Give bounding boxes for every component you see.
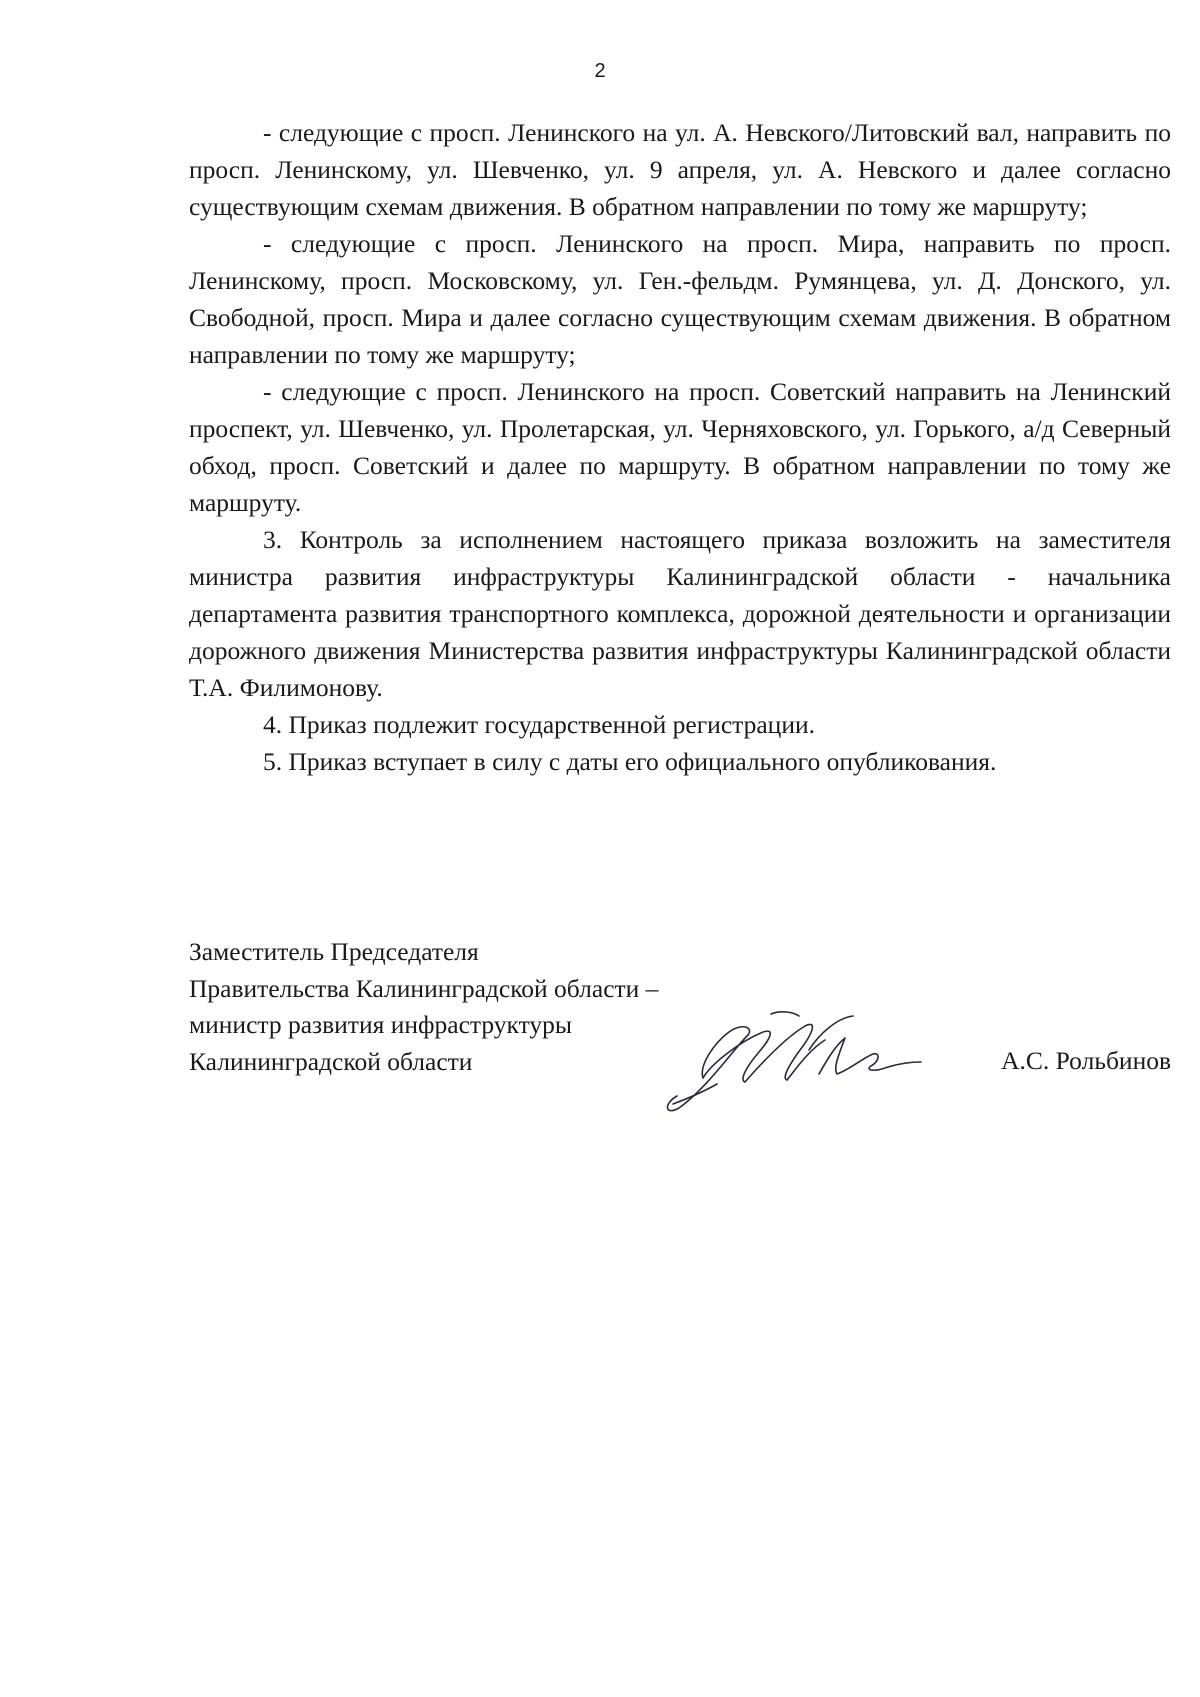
- paragraph-effective-date: 5. Приказ вступает в силу с даты его официального опубликования.: [263, 747, 997, 776]
- signatory-position-line: Калининградской области: [189, 1046, 473, 1076]
- paragraph-route-nevsky: - следующие с просп. Ленинского на ул. А. Невского/Литовский вал, направить по просп. Ленинскому, ул. Шевченко, ул. 9 апреля, ул. А. Невского и далее согласно существующим схемам движения. В обратном направлении по тому же маршруту;: [189, 118, 1171, 221]
- signatory-position-line: Заместитель Председателя: [189, 937, 479, 966]
- paragraph-route-sovetsky: - следующие с просп. Ленинского на просп. Советский направить на Ленинский проспект, ул. Шевченко, ул. Пролетарская, ул. Черняховского, ул. Горького, а/д Северный обход, просп. Советский и далее по маршруту. В обратном направлении по тому же маршруту.: [189, 377, 1171, 517]
- signature-block: [189, 934, 1171, 1104]
- document-body: [189, 114, 1171, 780]
- paragraph-control: 3. Контроль за исполнением настоящего приказа возложить на заместителя министра развития инфраструктуры Калининградской области - начальника департамента развития транспортного комплекса, дорожной деятельности и организации дорожного движения Министерства развития инфраструктуры Калининградской области Т.А. Филимонову.: [189, 525, 1171, 702]
- signatory-position-line: Правительства Калининградской области –: [189, 973, 659, 1003]
- paragraph-route-mira: - следующие с просп. Ленинского на просп. Мира, направить по просп. Ленинскому, просп. Московскому, ул. Ген.-фельдм. Румянцева, ул. Д. Донского, ул. Свободной, просп. Мира и далее согласно существующим схемам движения. В обратном направлении по тому же маршруту;: [189, 229, 1171, 369]
- handwritten-signature: [659, 1008, 959, 1118]
- paragraph-registration: 4. Приказ подлежит государственной регистрации.: [263, 710, 815, 739]
- signatory-name: А.С. Рольбинов: [1001, 1046, 1171, 1075]
- signatory-position: [189, 934, 658, 1080]
- signatory-position-line: министр развития инфраструктуры: [189, 1010, 573, 1039]
- page-number: 2: [594, 60, 606, 82]
